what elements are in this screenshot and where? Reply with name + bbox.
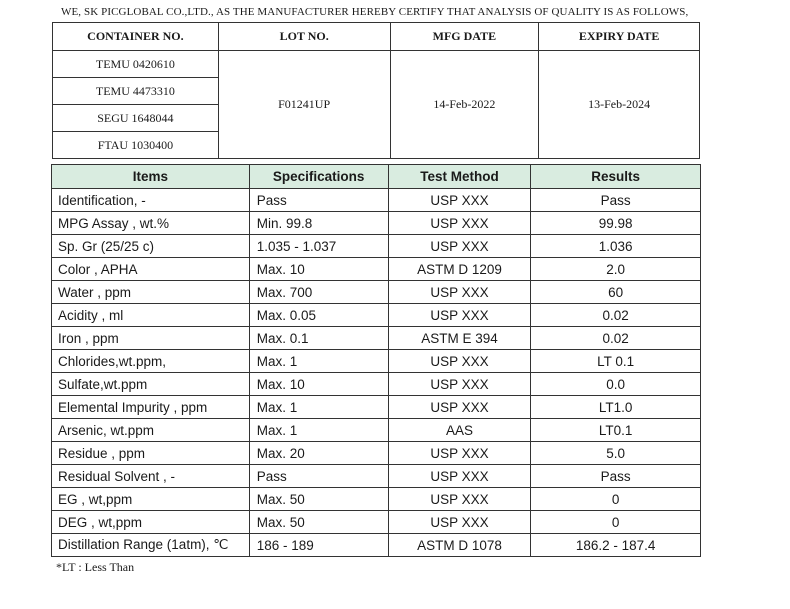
result-cell: 0.0: [531, 373, 701, 396]
test-method-header: Test Method: [388, 165, 531, 189]
result-cell: 0: [531, 488, 701, 511]
table-row: [52, 304, 701, 327]
table-row: [52, 419, 701, 442]
spec-cell: Pass: [249, 465, 388, 488]
expiry-date-header: EXPIRY DATE: [539, 23, 700, 51]
container-no-header: CONTAINER NO.: [53, 23, 219, 51]
footnote: *LT : Less Than: [56, 560, 135, 574]
shipment-info-table: [52, 22, 700, 159]
result-cell: LT0.1: [531, 419, 701, 442]
item-cell: Distillation Range (1atm), ℃: [52, 534, 250, 557]
spec-cell: Max. 1: [249, 350, 388, 373]
item-cell: Arsenic, wt.ppm: [52, 419, 250, 442]
method-cell: ASTM D 1078: [388, 534, 531, 557]
item-cell: Chlorides,wt.ppm,: [52, 350, 250, 373]
item-cell: Sulfate,wt.ppm: [52, 373, 250, 396]
spec-cell: Max. 50: [249, 488, 388, 511]
table-row: [52, 235, 701, 258]
certification-statement: WE, SK PICGLOBAL CO.,LTD., AS THE MANUFACTURER HEREBY CERTIFY THAT ANALYSIS OF QUALITY IS AS FOLLOWS,: [61, 6, 689, 18]
result-cell: 2.0: [531, 258, 701, 281]
method-cell: AAS: [388, 419, 531, 442]
table-row: [52, 281, 701, 304]
result-cell: Pass: [531, 189, 701, 212]
spec-cell: Max. 700: [249, 281, 388, 304]
table-row: [52, 258, 701, 281]
table-row: [52, 511, 701, 534]
table-row: [52, 212, 701, 235]
method-cell: ASTM E 394: [388, 327, 531, 350]
analysis-results-table: [51, 164, 701, 557]
method-cell: USP XXX: [388, 212, 531, 235]
method-cell: ASTM D 1209: [388, 258, 531, 281]
method-cell: USP XXX: [388, 235, 531, 258]
spec-cell: Max. 0.1: [249, 327, 388, 350]
results-header-row: [52, 165, 701, 189]
result-cell: LT 0.1: [531, 350, 701, 373]
table-row: [52, 534, 701, 557]
table-row: [52, 488, 701, 511]
table-row: [52, 189, 701, 212]
spec-cell: Max. 10: [249, 258, 388, 281]
table-row: [52, 373, 701, 396]
container-no-cell: FTAU 1030400: [53, 132, 219, 159]
spec-cell: Pass: [249, 189, 388, 212]
method-cell: USP XXX: [388, 304, 531, 327]
container-no-cell: TEMU 0420610: [53, 51, 219, 78]
table-row: [52, 396, 701, 419]
item-cell: Elemental Impurity , ppm: [52, 396, 250, 419]
method-cell: USP XXX: [388, 350, 531, 373]
result-cell: 0.02: [531, 304, 701, 327]
result-cell: 0.02: [531, 327, 701, 350]
results-header: Results: [531, 165, 701, 189]
container-no-cell: SEGU 1648044: [53, 105, 219, 132]
spec-cell: Min. 99.8: [249, 212, 388, 235]
result-cell: 99.98: [531, 212, 701, 235]
item-cell: EG , wt,ppm: [52, 488, 250, 511]
table-row: [52, 442, 701, 465]
expiry-date-cell: 13-Feb-2024: [539, 51, 700, 159]
spec-cell: Max. 20: [249, 442, 388, 465]
mfg-date-header: MFG DATE: [390, 23, 539, 51]
result-cell: LT1.0: [531, 396, 701, 419]
spec-cell: 1.035 - 1.037: [249, 235, 388, 258]
item-cell: MPG Assay , wt.%: [52, 212, 250, 235]
container-no-cell: TEMU 4473310: [53, 78, 219, 105]
table-row: [52, 465, 701, 488]
lot-no-cell: F01241UP: [218, 51, 390, 159]
result-cell: 60: [531, 281, 701, 304]
result-cell: 186.2 - 187.4: [531, 534, 701, 557]
spec-cell: Max. 0.05: [249, 304, 388, 327]
method-cell: USP XXX: [388, 511, 531, 534]
result-cell: 0: [531, 511, 701, 534]
method-cell: USP XXX: [388, 488, 531, 511]
item-cell: Acidity , ml: [52, 304, 250, 327]
item-cell: Residue , ppm: [52, 442, 250, 465]
table-row: [52, 350, 701, 373]
item-cell: Residual Solvent , -: [52, 465, 250, 488]
specifications-header: Specifications: [249, 165, 388, 189]
method-cell: USP XXX: [388, 465, 531, 488]
spec-cell: Max. 50: [249, 511, 388, 534]
method-cell: USP XXX: [388, 442, 531, 465]
lot-no-header: LOT NO.: [218, 23, 390, 51]
spec-cell: Max. 10: [249, 373, 388, 396]
result-cell: Pass: [531, 465, 701, 488]
results-body: [52, 189, 701, 557]
method-cell: USP XXX: [388, 189, 531, 212]
info-row: [53, 51, 700, 78]
info-header-row: [53, 23, 700, 51]
result-cell: 5.0: [531, 442, 701, 465]
item-cell: Water , ppm: [52, 281, 250, 304]
item-cell: Sp. Gr (25/25 c): [52, 235, 250, 258]
table-row: [52, 327, 701, 350]
method-cell: USP XXX: [388, 281, 531, 304]
item-cell: Iron , ppm: [52, 327, 250, 350]
spec-cell: Max. 1: [249, 396, 388, 419]
method-cell: USP XXX: [388, 373, 531, 396]
result-cell: 1.036: [531, 235, 701, 258]
item-cell: DEG , wt,ppm: [52, 511, 250, 534]
spec-cell: 186 - 189: [249, 534, 388, 557]
item-cell: Identification, -: [52, 189, 250, 212]
mfg-date-cell: 14-Feb-2022: [390, 51, 539, 159]
item-cell: Color , APHA: [52, 258, 250, 281]
items-header: Items: [52, 165, 250, 189]
spec-cell: Max. 1: [249, 419, 388, 442]
method-cell: USP XXX: [388, 396, 531, 419]
